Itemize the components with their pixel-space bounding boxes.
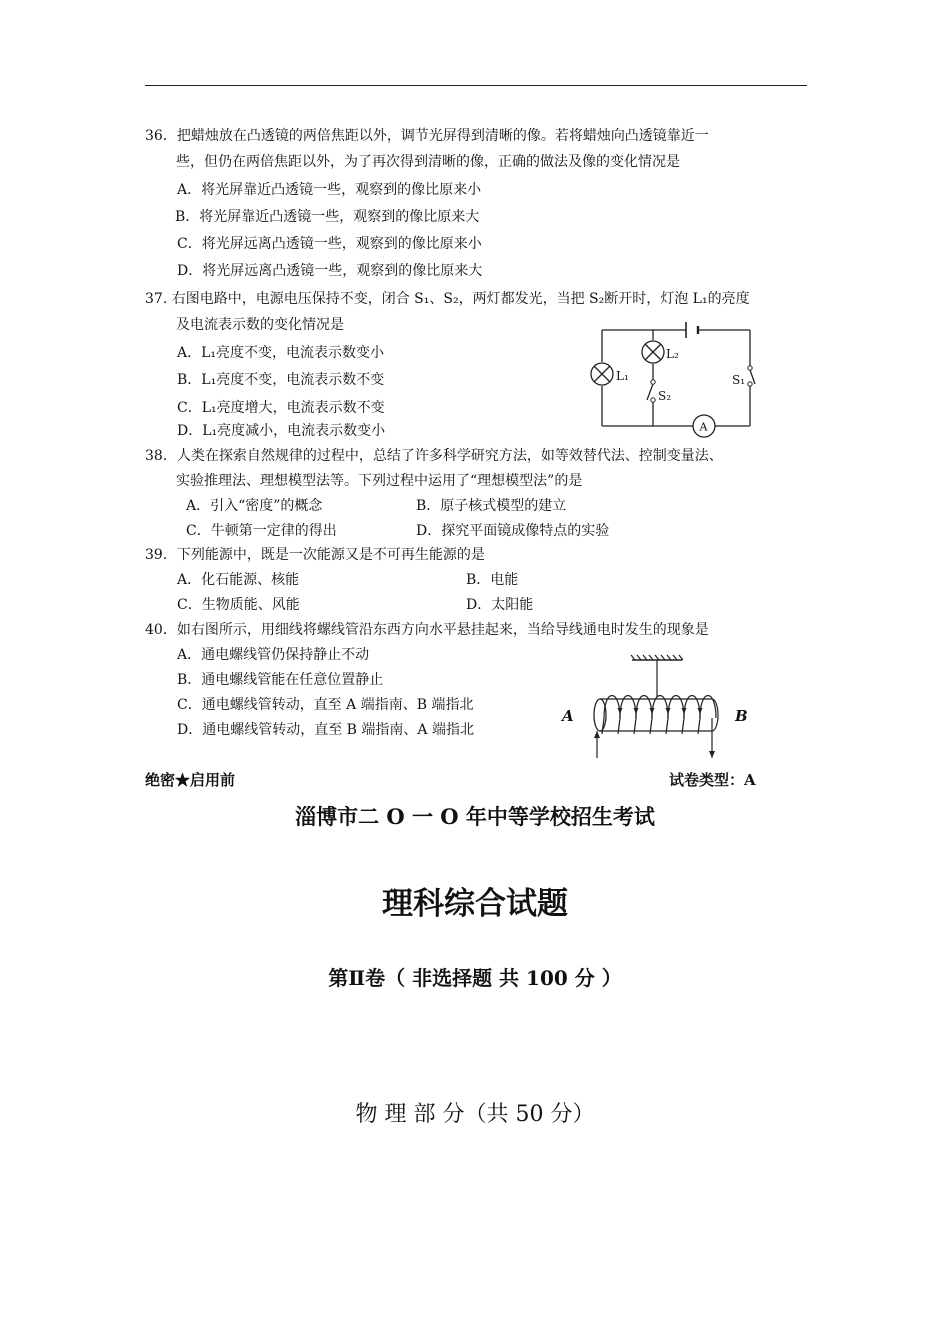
q36-option-b: B．将光屏靠近凸透镜一些，观察到的像比原来大: [175, 209, 480, 225]
confidential-label: 绝密★启用前: [145, 771, 236, 789]
q40-option-d: D．通电螺线管转动，直至 B 端指南、A 端指北: [177, 722, 474, 738]
exam-title: 淄博市二 O 一 O 年中等学校招生考试: [295, 804, 655, 829]
q37-option-c: C．L₁亮度增大，电流表示数不变: [177, 400, 385, 416]
q37-option-b: B．L₁亮度不变，电流表示数不变: [177, 372, 385, 388]
label-s1: S₁: [732, 373, 746, 387]
q36-option-d: D．将光屏远离凸透镜一些，观察到的像比原来大: [177, 263, 483, 279]
q38-stem-line1: 38．人类在探索自然规律的过程中，总结了许多科学研究方法，如等效替代法、控制变量法、: [145, 448, 723, 464]
q37-option-a: A．L₁亮度不变，电流表示数变小: [177, 345, 385, 361]
q37-option-d: D．L₁亮度减小，电流表示数变小: [177, 423, 386, 439]
section-title: 物 理 部 分（共 50 分）: [355, 1102, 595, 1127]
label-l2: L₂: [666, 347, 679, 361]
ammeter-symbol: A: [699, 420, 708, 434]
solenoid-end-a: A: [562, 707, 574, 725]
q36-option-a: A．将光屏靠近凸透镜一些，观察到的像比原来小: [177, 182, 482, 198]
paper-type-label: 试卷类型：A: [669, 771, 756, 789]
q40-option-a: A．通电螺线管仍保持静止不动: [177, 647, 370, 663]
q38-option-c: C．牛顿第一定律的得出: [186, 523, 337, 539]
q36-stem-line1: 36．把蜡烛放在凸透镜的两倍焦距以外，调节光屏得到清晰的像。若将蜡烛向凸透镜靠近一: [145, 128, 709, 144]
q38-option-b: B．原子核式模型的建立: [416, 498, 567, 514]
q40-option-c: C．通电螺线管转动，直至 A 端指南、B 端指北: [177, 697, 474, 713]
q39-option-d: D．太阳能: [466, 597, 534, 613]
circuit-diagram: [580, 318, 770, 448]
q39-option-c: C．生物质能、风能: [177, 597, 300, 613]
solenoid-end-b: B: [735, 707, 748, 725]
q37-stem-line1: 37. 右图电路中，电源电压保持不变，闭合 S₁、S₂，两灯都发光，当把 S₂断开时，灯泡 L₁的亮度: [145, 291, 750, 307]
solenoid-diagram: [560, 654, 760, 764]
q38-stem-line2: 实验推理法、理想模型法等。下列过程中运用了“理想模型法”的是: [176, 473, 583, 489]
q39-option-a: A．化石能源、核能: [177, 572, 300, 588]
q38-option-d: D．探究平面镜成像特点的实验: [416, 523, 610, 539]
q36-stem-line2: 些，但仍在两倍焦距以外，为了再次得到清晰的像，正确的做法及像的变化情况是: [176, 154, 680, 170]
q40-option-b: B．通电螺线管能在任意位置静止: [177, 672, 384, 688]
q36-option-c: C．将光屏远离凸透镜一些，观察到的像比原来小: [177, 236, 482, 252]
q37-stem-line2: 及电流表示数的变化情况是: [176, 317, 344, 333]
volume-title: 第Ⅱ卷（ 非选择题 共 100 分 ）: [328, 966, 622, 990]
top-rule: [145, 85, 807, 86]
q39-stem: 39．下列能源中，既是一次能源又是不可再生能源的是: [145, 547, 485, 563]
subject-title: 理科综合试题: [382, 886, 568, 922]
q38-option-a: A．引入“密度”的概念: [186, 498, 323, 514]
label-l1: L₁: [616, 369, 629, 383]
label-s2: S₂: [658, 389, 672, 403]
q39-option-b: B．电能: [466, 572, 519, 588]
q40-stem: 40．如右图所示，用细线将螺线管沿东西方向水平悬挂起来，当给导线通电时发生的现象是: [145, 622, 709, 638]
